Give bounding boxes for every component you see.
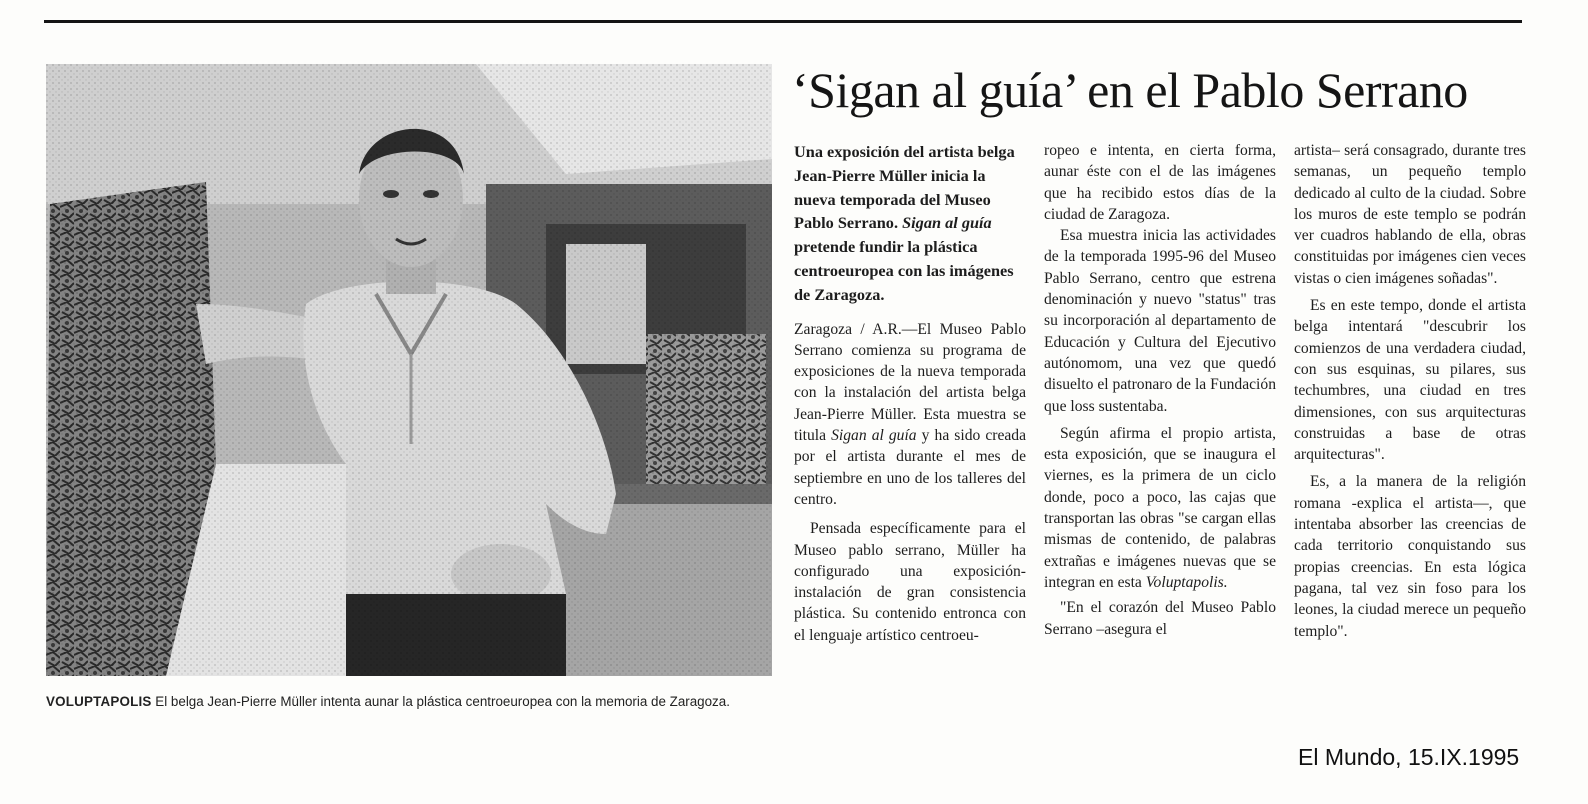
body-paragraph-8: Es en este tempo, donde el artista belga intentará "descubrir los comienzos de una verdadera ciudad, con sus esquinas, su pilares, sus techumbres, una ciudad en tres dimensiones, con sus arquitecturas construidas a base de otras arquitecturas". [1294,297,1526,464]
body-p5-text: Según afirma el propio artista, esta exposición, que se inaugura el viernes, es la primera de un ciclo donde, poco a poco, las cajas que transportan las obras "se cargan ellas mismas de contenido, de palabras extrañas e imágenes nuevas que se integran en esta [1044,424,1276,591]
column-2 [1044,140,1276,640]
body-paragraph-9: Es, a la manera de la religión romana -explica el artista—, que intentaba absorber las creencias de cada territorio conquistando sus propias creencias. En esta lógica pagana, tal vez sin foso para los leones, la ciudad merece un pequeño templo". [1294,473,1526,640]
body-paragraph-3: ropeo e intenta, en cierta forma, aunar éste con el de las imágenes que ha recibido estos días de la ciudad de Zaragoza. [1044,142,1276,223]
body-paragraph-5 [1044,423,1276,593]
body-p1-text: Zaragoza / A.R.—El Museo Pablo Serrano comienza su programa de exposiciones de la nueva temporada con la instalación del artista belga Jean-Pierre Müller. Esta muestra se titula [794,320,1026,445]
body-paragraph-6: "En el corazón del Museo Pablo Serrano –asegura el [1044,599,1276,638]
photo-caption [46,694,786,709]
lead-title: Sigan al guía [902,213,992,233]
lead-part-2: pretende fundir la plástica centroeuropea con las imágenes de Zaragoza. [794,237,1014,304]
body-paragraph-7: artista– será consagrado, durante tres semanas, un pequeño templo dedicado al culto de la ciudad. Sobre los muros de este templo se podrán ver cuadros hablando de ella, obras constituidas por imágenes cien veces vistas o cien imágenes soñadas". [1294,142,1526,287]
caption-label: VOLUPTAPOLIS [46,694,152,709]
column-1 [794,140,1026,646]
lead-part-1: Una exposición del artista belga Jean-Pierre Müller inicia la nueva temporada del Museo Pablo Serrano. [794,142,1015,233]
body-p5-title: Voluptapolis. [1145,573,1228,591]
body-paragraph-1 [794,319,1026,511]
photo-illustration [46,64,772,676]
headline: ‘Sigan al guía’ en el Pablo Serrano [792,62,1468,118]
body-p1-title: Sigan al guía [831,427,917,445]
source-citation: El Mundo, 15.IX.1995 [1298,744,1520,770]
caption-text: El belga Jean-Pierre Müller intenta aunar la plástica centroeuropea con la memoria de Zaragoza. [155,694,730,709]
body-paragraph-2: Pensada específicamente para el Museo pablo serrano, Müller ha configurado una exposición-instalación de gran consistencia plástica. Su contenido entronca con el lenguaje artístico centroeu- [794,520,1026,644]
lead-paragraph [794,140,1026,307]
article-photo [46,64,772,676]
body-p1-text-2: y ha sido creada por el artista durante el mes de septiembre en uno de los talleres del centro. [794,427,1027,508]
body-paragraph-4: Esa muestra inicia las actividades de la temporada 1995-96 del Museo Pablo Serrano, centro que estrena denominación y nuevo "status" tras su incorporación al departamento de Educación y Cultura del Ejecutivo autónomom, una vez que quedó disuelto el patronaro de la Fundación que loss sustentaba. [1044,227,1276,415]
top-rule [44,20,1522,23]
column-3 [1294,140,1526,642]
